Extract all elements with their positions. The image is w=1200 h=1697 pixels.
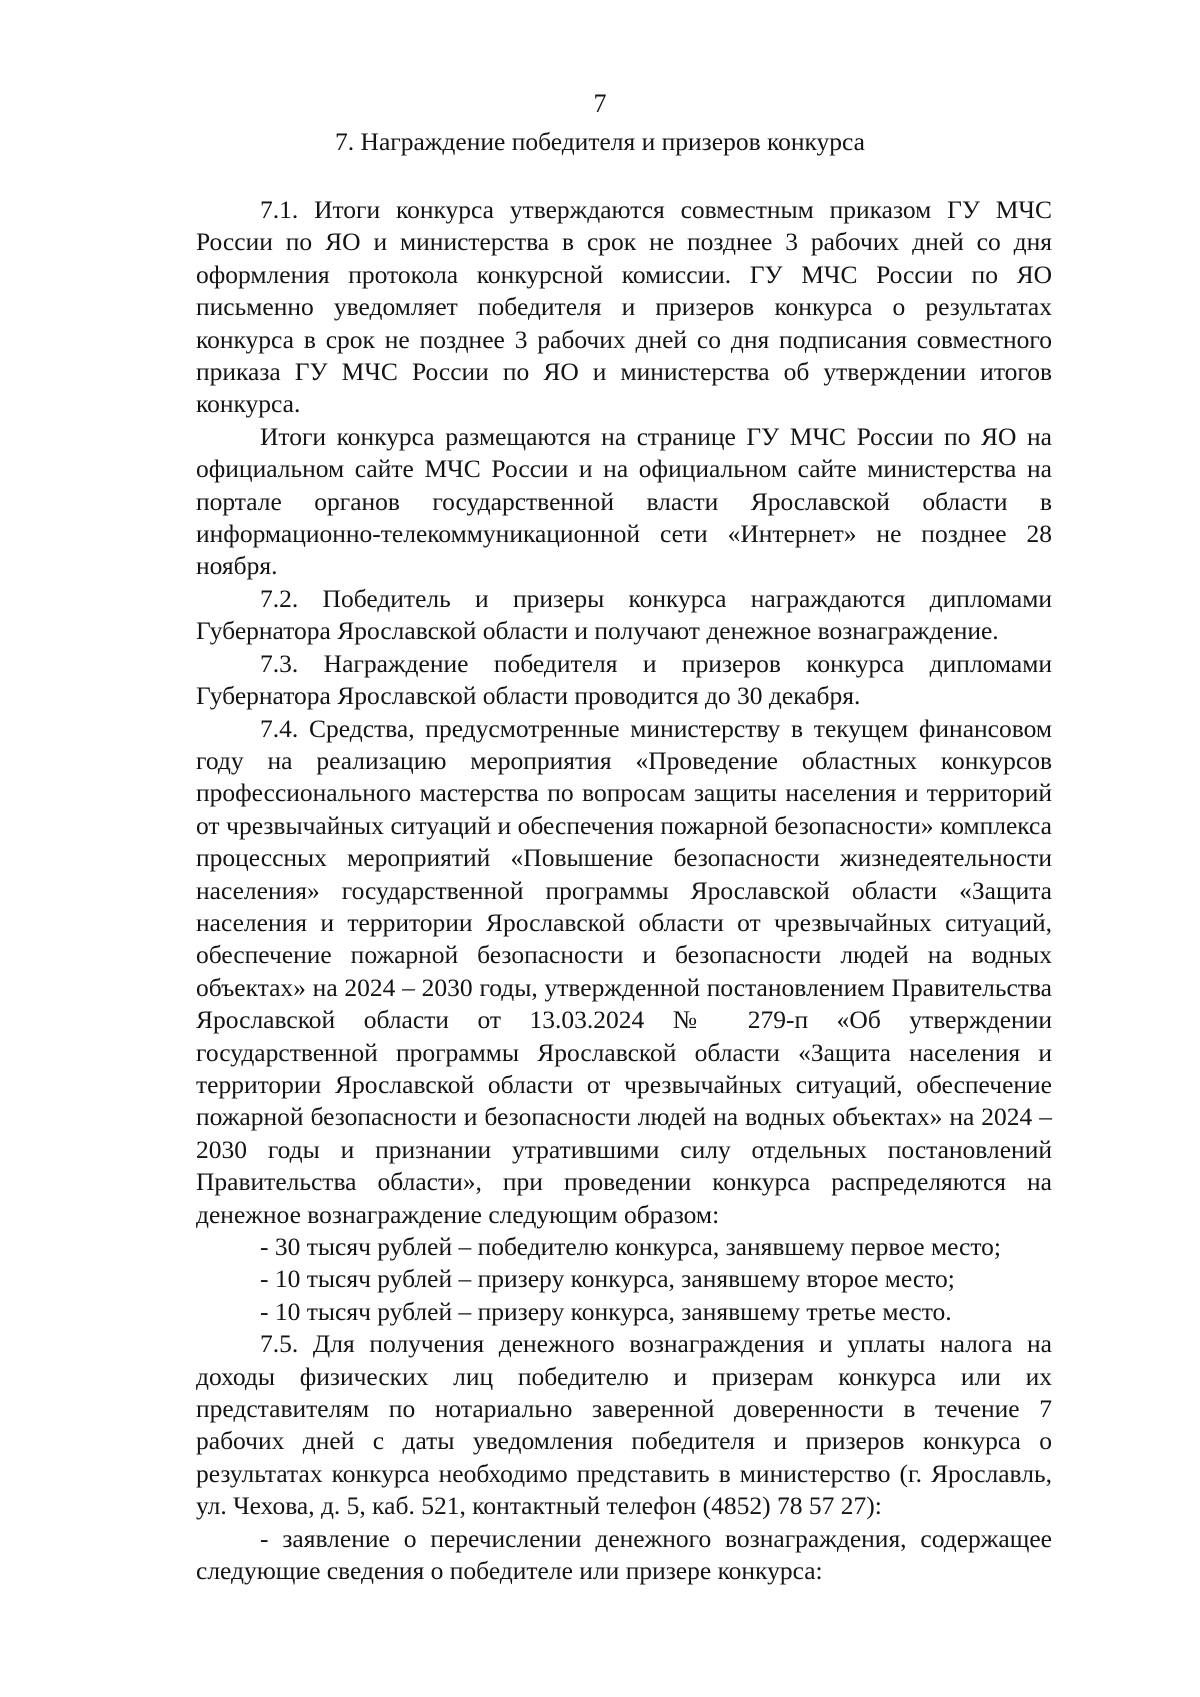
paragraph-7-4: 7.4. Средства, предусмотренные министерству в текущем финансовом году на реализацию мероприятия «Проведение областных конкурсов профессионального мастерства по вопросам защиты населения и территорий от чрезвычайных ситуаций и обеспечения пожарной безопасности» комплекса процессных мероприятий «Повышение безопасности жизнедеятельности населения» государственной программы Ярославской области «Защита населения и территории Ярославской области от чрезвычайных ситуаций, обеспечение пожарной безопасности и безопасности людей на водных объектах» на 2024 – 2030 годы, утвержденной постановлением Правительства Ярославской области от 13.03.2024 № 279-п «Об утверждении государственной программы Ярославской области «Защита населения и территории Ярославской области от чрезвычайных ситуаций, обеспечение пожарной безопасности и безопасности людей на водных объектах» на 2024 – 2030 годы и признании утратившими силу отдельных постановлений Правительства области», при проведении конкурса распределяются на денежное вознаграждение следующим образом: [196, 713, 1052, 1229]
list-item-application: - заявление о перечислении денежного вознаграждения, содержащее следующие сведения о победителе или призере конкурса: [196, 1523, 1052, 1586]
list-item-second-place: - 10 тысяч рублей – призеру конкурса, занявшему второе место; [260, 1264, 955, 1294]
section-title: 7. Награждение победителя и призеров конкурса [335, 127, 865, 156]
paragraph-7-5: 7.5. Для получения денежного вознаграждения и уплаты налога на доходы физических лиц победителю и призерам конкурса или их представителям по нотариально заверенной доверенности в течение 7 рабочих дней с даты уведомления победителя и призеров конкурса о результатах конкурса необходимо представить в министерство (г. Ярославль, ул. Чехова, д. 5, каб. 521, контактный телефон (4852) 78 57 27): [196, 1329, 1052, 1521]
paragraph-7-3: 7.3. Награждение победителя и призеров конкурса дипломами Губернатора Ярославской области проводится до 30 декабря. [196, 648, 1052, 711]
list-item-first-place: - 30 тысяч рублей – победителю конкурса, занявшему первое место; [260, 1232, 1001, 1261]
paragraph-7-2: 7.2. Победитель и призеры конкурса награждаются дипломами Губернатора Ярославской области и получают денежное вознаграждение. [196, 583, 1052, 646]
list-item-third-place: - 10 тысяч рублей – призеру конкурса, занявшему третье место. [260, 1296, 952, 1326]
paragraph-results-publication: Итоги конкурса размещаются на странице ГУ МЧС России по ЯО на официальном сайте МЧС России и на официальном сайте министерства на портале органов государственной власти Ярославской области в информационно-телекоммуникационной сети «Интернет» не позднее 28 ноября. [196, 421, 1052, 581]
page-number: 7 [593, 89, 607, 118]
document-body [196, 194, 1052, 1587]
paragraph-7-1: 7.1. Итоги конкурса утверждаются совместным приказом ГУ МЧС России по ЯО и министерства в срок не позднее 3 рабочих дней со дня оформления протокола конкурсной комиссии. ГУ МЧС России по ЯО письменно уведомляет победителя и призеров конкурса о результатах конкурса в срок не позднее 3 рабочих дней со дня подписания совместного приказа ГУ МЧС России по ЯО и министерства об утверждении итогов конкурса. [196, 195, 1052, 419]
